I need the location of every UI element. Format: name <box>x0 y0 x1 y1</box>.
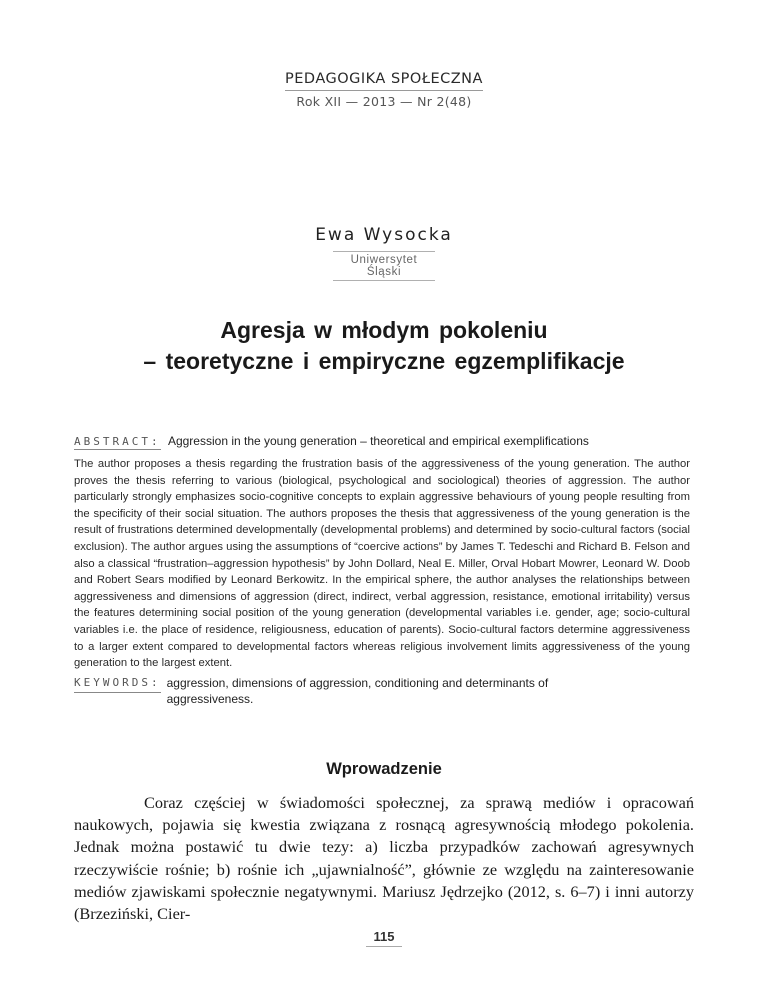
journal-issue: Rok XII — 2013 — Nr 2(48) <box>296 94 472 109</box>
title-line-1: Agresja w młodym pokoleniu <box>220 317 548 343</box>
abstract-block <box>74 433 690 708</box>
abstract-header <box>74 433 690 450</box>
keywords-label: KEYWORDS: <box>74 675 161 694</box>
title-line-2: – teoretyczne i empiryczne egzemplifikacje <box>143 348 625 374</box>
article-title <box>0 315 768 377</box>
keywords-block <box>74 675 690 708</box>
page-number-block <box>0 928 768 947</box>
body-paragraph: Coraz częściej w świadomości społecznej, za sprawą mediów i opracowań naukowych, pojawia się kwestia związana z rosnącą agresywnością młodego pokolenia. Jednak można postawić tu dwie tezy: a) liczba przypadków zachowań agresywnych rzeczywiście rośnie; b) rośnie ich „ujawnialność”, głównie ze względu na zainteresowanie mediów zjawiskami społecznie negatywnymi. Mariusz Jędrzejko (2012, s. 6–7) i inni autorzy (Brzeziński, Cier- <box>74 793 694 924</box>
author-name: Ewa Wysocka <box>315 225 453 245</box>
journal-title: PEDAGOGIKA SPOŁECZNA <box>285 71 483 91</box>
journal-header <box>0 70 768 109</box>
abstract-label: ABSTRACT: <box>74 435 161 448</box>
page-number: 115 <box>366 929 403 947</box>
author-affiliation: Uniwersytet Śląski <box>333 251 435 281</box>
author-block <box>0 225 768 281</box>
keywords-text: aggression, dimensions of aggression, conditioning and determinants of aggressiveness. <box>166 675 549 707</box>
section-heading: Wprowadzenie <box>326 760 442 778</box>
abstract-english-title: Aggression in the young generation – theoretical and empirical exemplifications <box>167 434 589 448</box>
abstract-text: The author proposes a thesis regarding the frustration basis of the aggressiveness of the young generation. The author proves the thesis referring to various (biological, psychological and sociological) theories of aggression. The author particularly strongly emphasizes socio-cognitive concepts to explain aggressive behaviours of young people resulting from the specificity of their social situation. The authors proposes the thesis that aggressiveness of the young generation is the result of frustrations determined developmentally (developmental problems) and determined by socio-cultural factors (social exclusion). The author argues using the assumptions of “coercive actions” by James T. Tedeschi and Richard B. Felson and also a classical “frustration–aggression hypothesis” by John Dollard, Neal E. Miller, Orval Hobart Mowrer, Leonard W. Doob and Robert Sears modified by Leonard Berkowitz. In the empirical sphere, the author analyses the relationships between aggressiveness and dimensions of aggression (direct, indirect, verbal aggression, resistance, emotional irritability) versus the features determining social position of the young generation (developmental variables i.e. gender, age; socio-cultural variables i.e. the place of residence, religiousness, education of parents). Socio-cultural factors determine aggressiveness to a larger extent compared to developmental factors whereas religious involvement limits aggressiveness of the young generation to the largest extent. <box>74 458 690 670</box>
